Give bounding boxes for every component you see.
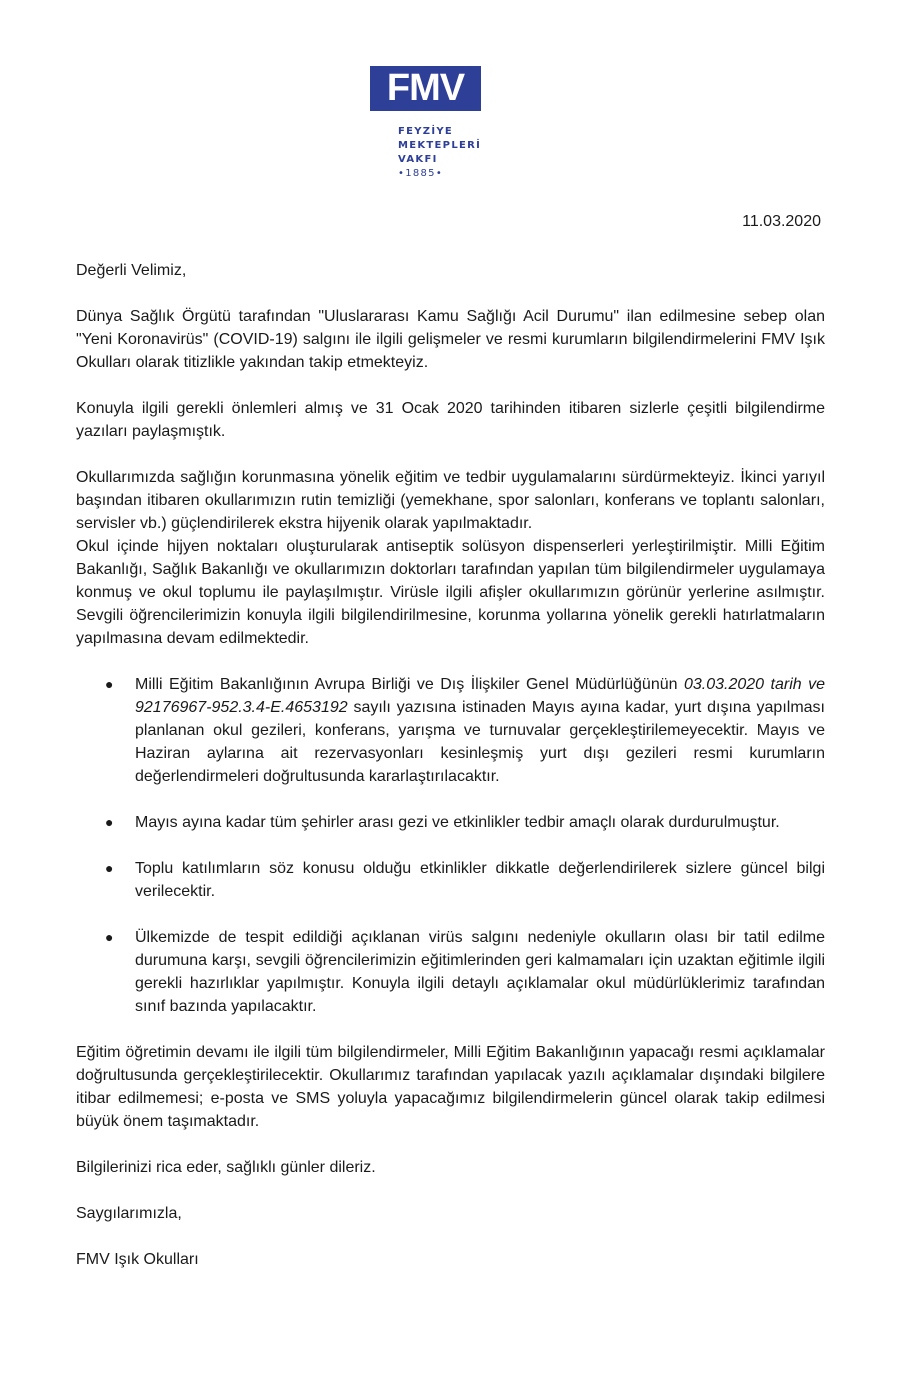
bullet-item-3 (76, 857, 825, 903)
paragraph-1: Dünya Sağlık Örgütü tarafından "Uluslararası Kamu Sağlığı Acil Durumu" ilan edilmesine sebep olan "Yeni Koronavirüs" (COVID-19) salgını ile ilgili gelişmeler ve resmi kurumların bilgilendirmelerini FMV Işık Okulları olarak titizlikle yakından takip etmekteyiz. (76, 308, 825, 371)
logo-line-1: FEYZİYE (398, 126, 454, 137)
logo-word-vakfi: VAKFI (398, 154, 438, 165)
paragraph-2: Konuyla ilgili gerekli önlemleri almış ve 31 Ocak 2020 tarihinden itibaren sizlerle çeşitli bilgilendirme yazıları paylaşmıştık. (76, 400, 825, 440)
logo-mark: FMV (370, 66, 481, 111)
bullet-item-1 (76, 673, 825, 788)
logo-year: •1885• (398, 168, 444, 179)
bullet-1-text-start: Milli Eğitim Bakanlığının Avrupa Birliği ve Dış İlişkiler Genel Müdürlüğünün (135, 676, 684, 693)
greeting: Değerli Velimiz, (76, 262, 187, 279)
bullet-item-4 (76, 926, 825, 1018)
bullet-item-2 (76, 811, 825, 834)
logo-line-3 (370, 153, 482, 181)
bullet-1-reference: 03.03.2020 tarih ve 92176967-952.3.4-E.4653192 (135, 676, 826, 716)
paragraph-4: Okul içinde hijyen noktaları oluşturularak antiseptik solüsyon dispenserleri yerleştirilmiştir. Milli Eğitim Bakanlığı, Sağlık Bakanlığı ve okullarımızın doktorları tarafından yapılan tüm bilgilendirmeler uygulamaya konmuş ve okul toplumu ile paylaşılmıştır. Virüsle ilgili afişler okullarımızın görünür yerlerine asılmıştır. Sevgili öğrencilerimizin konuyla ilgili bilgilendirilmesine, korunma yollarına yönelik gerekli hatırlatmaların yapılmasına devam edilmektedir. (76, 538, 825, 647)
closing-paragraph: Eğitim öğretimin devamı ile ilgili tüm bilgilendirmeler, Milli Eğitim Bakanlığının yapacağı resmi açıklamalar doğrultusunda gerçekleştirilecektir. Okullarımız tarafından yapılacak yazılı açıklamalar dışındaki bilgilere itibar edilmemesi; e-posta ve SMS yoluyla yapacağımız bilgilendirmelerin güncel olarak takip edilmesi büyük önem taşımaktadır. (76, 1044, 825, 1130)
paragraph-3: Okullarımızda sağlığın korunmasına yönelik eğitim ve tedbir uygulamalarını sürdürmekteyiz. İkinci yarıyıl başından itibaren okullarımızın rutin temizliği (yemekhane, spor salonları, konferans ve toplantı salonları, servisler vb.) güçlendirilerek ekstra hijyenik olarak yapılmaktadır. (76, 469, 825, 532)
bullet-2-text: Mayıs ayına kadar tüm şehirler arası gezi ve etkinlikler tedbir amaçlı olarak durdurulmuştur. (135, 814, 780, 831)
bullet-4-text: Ülkemizde de tespit edildiği açıklanan virüs salgını nedeniyle okulların olası bir tatil edilme durumuna karşı, sevgili öğrencilerimizin eğitimlerinden geri kalmamaları için uzaktan eğitimle ilgili gerekli hazırlıklar yapılmıştır. Konuyla ilgili detaylı açıklamalar okul müdürlüklerimiz tarafından sınıf bazında yapılacaktır. (135, 929, 825, 1015)
logo-line-2: MEKTEPLERİ (398, 140, 482, 151)
letter-body (76, 259, 825, 1271)
signature: FMV Işık Okulları (76, 1251, 199, 1268)
bullet-icon: ● (105, 860, 114, 876)
wishes: Bilgilerinizi rica eder, sağlıklı günler dileriz. (76, 1159, 376, 1176)
regards: Saygılarımızla, (76, 1205, 182, 1222)
bullet-icon: ● (105, 929, 114, 945)
fmv-logo (370, 66, 482, 181)
bullet-icon: ● (105, 676, 114, 692)
bullet-list (76, 673, 825, 1018)
bullet-icon: ● (105, 814, 114, 830)
letter-date: 11.03.2020 (742, 213, 821, 230)
bullet-1-text-end: sayılı yazısına istinaden Mayıs ayına kadar, yurt dışına yapılması planlanan okul gezileri, konferans, yarışma ve turnuvalar gerçekleştirilemeyecektir. Mayıs ve Haziran aylarına ait rezervasyonları kesinleşmiş yurt dışı gezileri resmi kurumların değerlendirmeleri doğrultusunda kararlaştırılacaktır. (135, 699, 825, 785)
bullet-3-text: Toplu katılımların söz konusu olduğu etkinlikler dikkatle değerlendirilerek sizlere güncel bilgi verilecektir. (135, 860, 825, 900)
